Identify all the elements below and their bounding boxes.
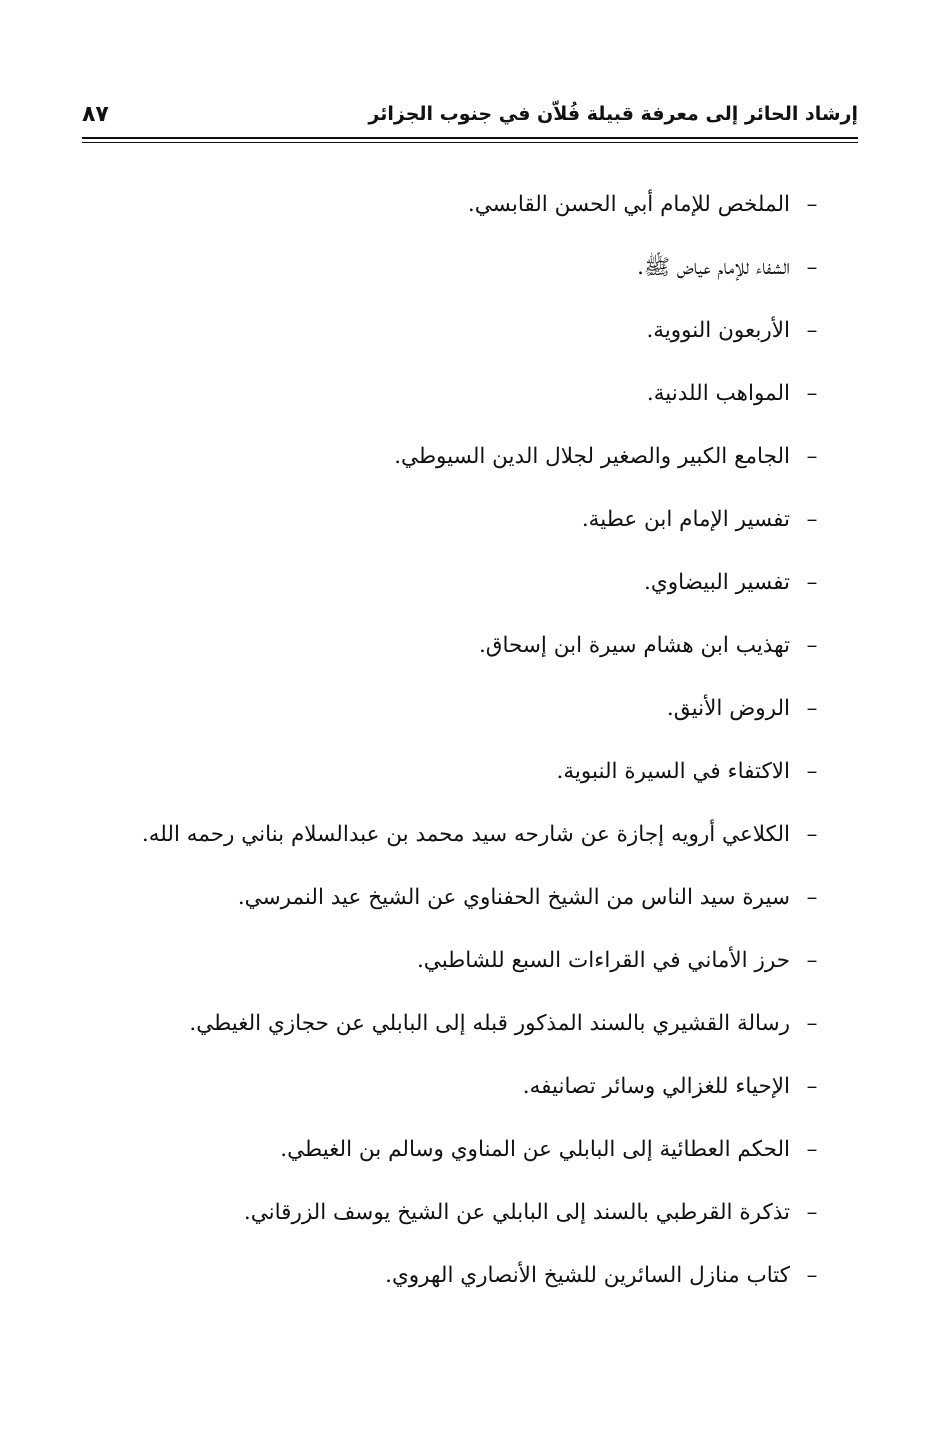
running-header <box>82 96 858 132</box>
list-item <box>86 1055 826 1118</box>
bullet-dash: – <box>806 696 818 721</box>
bullet-dash: – <box>806 507 818 532</box>
list-item-text: الأربعون النووية. <box>646 318 790 343</box>
list-item-text: الملخص للإمام أبي الحسن القابسي. <box>467 192 790 217</box>
bullet-dash: – <box>806 1137 818 1162</box>
list-item <box>86 992 826 1055</box>
list-item <box>86 551 826 614</box>
list-item-text: الكلاعي أرويه إجازة عن شارحه سيد محمد بن عبدالسلام بناني رحمه الله. <box>141 822 790 847</box>
bullet-dash: – <box>806 570 818 595</box>
bullet-dash: – <box>806 822 818 847</box>
list-item <box>86 236 826 299</box>
bullet-dash: – <box>806 885 818 910</box>
bullet-dash: – <box>806 948 818 973</box>
bullet-dash: – <box>806 633 818 658</box>
list-item <box>86 362 826 425</box>
list-item-text: الروض الأنيق. <box>666 696 790 721</box>
bullet-dash: – <box>806 1011 818 1036</box>
header-rule-thin <box>82 142 858 143</box>
list-item <box>86 929 826 992</box>
list-item <box>86 425 826 488</box>
list-item <box>86 1181 826 1244</box>
list-item-text: حرز الأماني في القراءات السبع للشاطبي. <box>416 948 790 973</box>
list-item-text: سيرة سيد الناس من الشيخ الحفناوي عن الشيخ عيد النمرسي. <box>237 885 790 910</box>
bullet-dash: – <box>806 318 818 343</box>
list-item-text: تذكرة القرطبي بالسند إلى البابلي عن الشيخ يوسف الزرقاني. <box>243 1200 790 1225</box>
list-item-text: تفسير البيضاوي. <box>644 570 790 595</box>
list-item <box>86 299 826 362</box>
list-item <box>86 803 826 866</box>
list-item-text: كتاب منازل السائرين للشيخ الأنصاري الهروي. <box>385 1263 790 1288</box>
list-item-text: تفسير الإمام ابن عطية. <box>581 507 790 532</box>
bullet-dash: – <box>806 1263 818 1288</box>
bullet-dash: – <box>806 444 818 469</box>
list-item-text: المواهب اللدنية. <box>646 381 790 406</box>
list-item <box>86 677 826 740</box>
list-item <box>86 866 826 929</box>
book-title: إرشاد الحائر إلى معرفة قبيلة فُلاّن في جنوب الجزائر <box>368 103 858 125</box>
list-item <box>86 1118 826 1181</box>
bullet-dash: – <box>806 1200 818 1225</box>
list-item-text: الإحياء للغزالي وسائر تصانيفه. <box>522 1074 790 1099</box>
list-item-text: الجامع الكبير والصغير لجلال الدين السيوطي. <box>394 444 790 469</box>
bullet-dash: – <box>806 759 818 784</box>
bullet-dash: – <box>806 381 818 406</box>
list-item <box>86 740 826 803</box>
list-item <box>86 488 826 551</box>
list-item <box>86 614 826 677</box>
list-item-text: رسالة القشيري بالسند المذكور قبله إلى البابلي عن حجازي الغيطي. <box>189 1011 790 1036</box>
list-item-text: تهذيب ابن هشام سيرة ابن إسحاق. <box>478 633 790 658</box>
list-item-text: الشفاء للإمام عياض ﷺ. <box>637 255 790 280</box>
list-item-text: الحكم العطائية إلى البابلي عن المناوي وسالم بن الغيطي. <box>280 1137 790 1162</box>
bullet-dash: – <box>806 1074 818 1099</box>
bullet-dash: – <box>806 255 818 280</box>
book-list <box>86 173 826 1307</box>
bullet-dash: – <box>806 192 818 217</box>
header-rule-thick <box>82 137 858 139</box>
list-item <box>86 1244 826 1307</box>
page-number: ٨٧ <box>82 101 109 127</box>
list-item <box>86 173 826 236</box>
list-item-text: الاكتفاء في السيرة النبوية. <box>556 759 790 784</box>
